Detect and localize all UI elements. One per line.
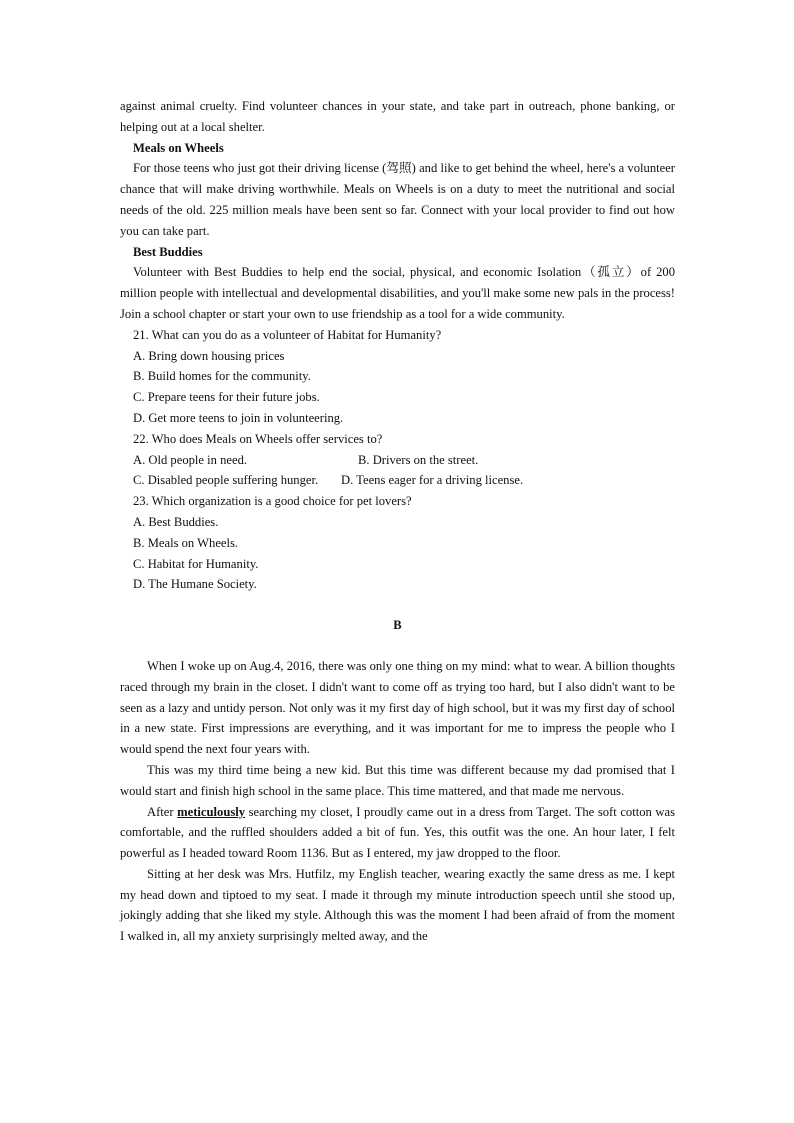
vocab-word-meticulously: meticulously — [177, 804, 246, 819]
question-21-option-a: A. Bring down housing prices — [133, 348, 285, 363]
paragraph-3-lead: After — [147, 804, 178, 819]
passage-b-title: B — [393, 618, 402, 633]
meals-on-wheels-paragraph: For those teens who just got their driving license (驾照) and like to get behind the wheel, here's a volunteer chance that will make driving worthwhile. Meals on Wheels is on a duty to meet the nutritional and social needs of the old. 225 million meals have been sent so far. Connect with your local provider to find out how you can take part. — [120, 161, 675, 238]
passage-b-paragraph-1: When I woke up on Aug.4, 2016, there was only one thing on my mind: what to wear. A billion thoughts raced through my brain in the closet. I didn't want to come off as trying too hard, but I also didn't want to be seen as a lazy and untidy person. Not only was it my first day of high school, but it was my first day of school in a new state. First impressions are everything, and it was important for me to impress the people who I would spend the next four years with. — [120, 658, 675, 757]
paragraph-3-rest: searching my closet, I proudly came out in a dress from Target. The soft cotton was comfortable, and the ruffled shoulders added a bit of fun. Yes, this outfit was the one. An hour later, I felt powerful as I headed toward Room 1136. But as I entered, my jaw dropped to the floor. — [120, 804, 675, 861]
best-buddies-heading: Best Buddies — [133, 244, 203, 259]
question-22-option-c: C. Disabled people suffering hunger. — [133, 473, 319, 488]
question-21-option-b: B. Build homes for the community. — [133, 369, 311, 384]
question-23-option-a: A. Best Buddies. — [133, 514, 219, 529]
question-22-option-a: A. Old people in need. — [133, 452, 248, 467]
question-23-stem: 23. Which organization is a good choice for pet lovers? — [133, 494, 412, 509]
question-23-option-b: B. Meals on Wheels. — [133, 535, 239, 550]
question-22-stem: 22. Who does Meals on Wheels offer services to? — [133, 431, 383, 446]
best-buddies-paragraph: Volunteer with Best Buddies to help end the social, physical, and economic Isolation（孤立）of 200 million people with intellectual and developmental disabilities, and you'll make some new pals in the process! Join a school chapter or start your own to use friendship as a tool for a wide community. — [120, 265, 675, 321]
question-22-options-row-1 — [120, 450, 675, 471]
question-21-option-c: C. Prepare teens for their future jobs. — [133, 390, 320, 405]
question-22-options-row-2 — [120, 470, 675, 491]
passage-b-paragraph-2: This was my third time being a new kid. But this time was different because my dad promised that I would start and finish high school in the same place. This time mattered, and that made me nervous. — [120, 762, 675, 798]
question-23-option-c: C. Habitat for Humanity. — [133, 556, 259, 571]
passage-b-paragraph-4: Sitting at her desk was Mrs. Hutfilz, my English teacher, wearing exactly the same dress as me. I kept my head down and tiptoed to my seat. I made it through my minute introduction speech until she stood up, jokingly adding that she liked my style. Although this was the moment I had been afraid of from the moment I walked in, all my anxiety surprisingly melted away, and the — [120, 866, 675, 944]
passage-b-paragraph-3 — [120, 802, 675, 864]
question-23-option-d: D. The Humane Society. — [133, 577, 257, 592]
question-22-option-d: D. Teens eager for a driving license. — [341, 473, 524, 488]
question-21-stem: 21. What can you do as a volunteer of Habitat for Humanity? — [133, 327, 442, 342]
humane-society-paragraph-tail: against animal cruelty. Find volunteer chances in your state, and take part in outreach, phone banking, or helping out at a local shelter. — [120, 99, 675, 134]
question-22-option-b: B. Drivers on the street. — [358, 452, 479, 467]
question-21-option-d: D. Get more teens to join in volunteering. — [133, 410, 344, 425]
meals-on-wheels-heading: Meals on Wheels — [133, 140, 224, 155]
exam-page — [120, 96, 675, 947]
